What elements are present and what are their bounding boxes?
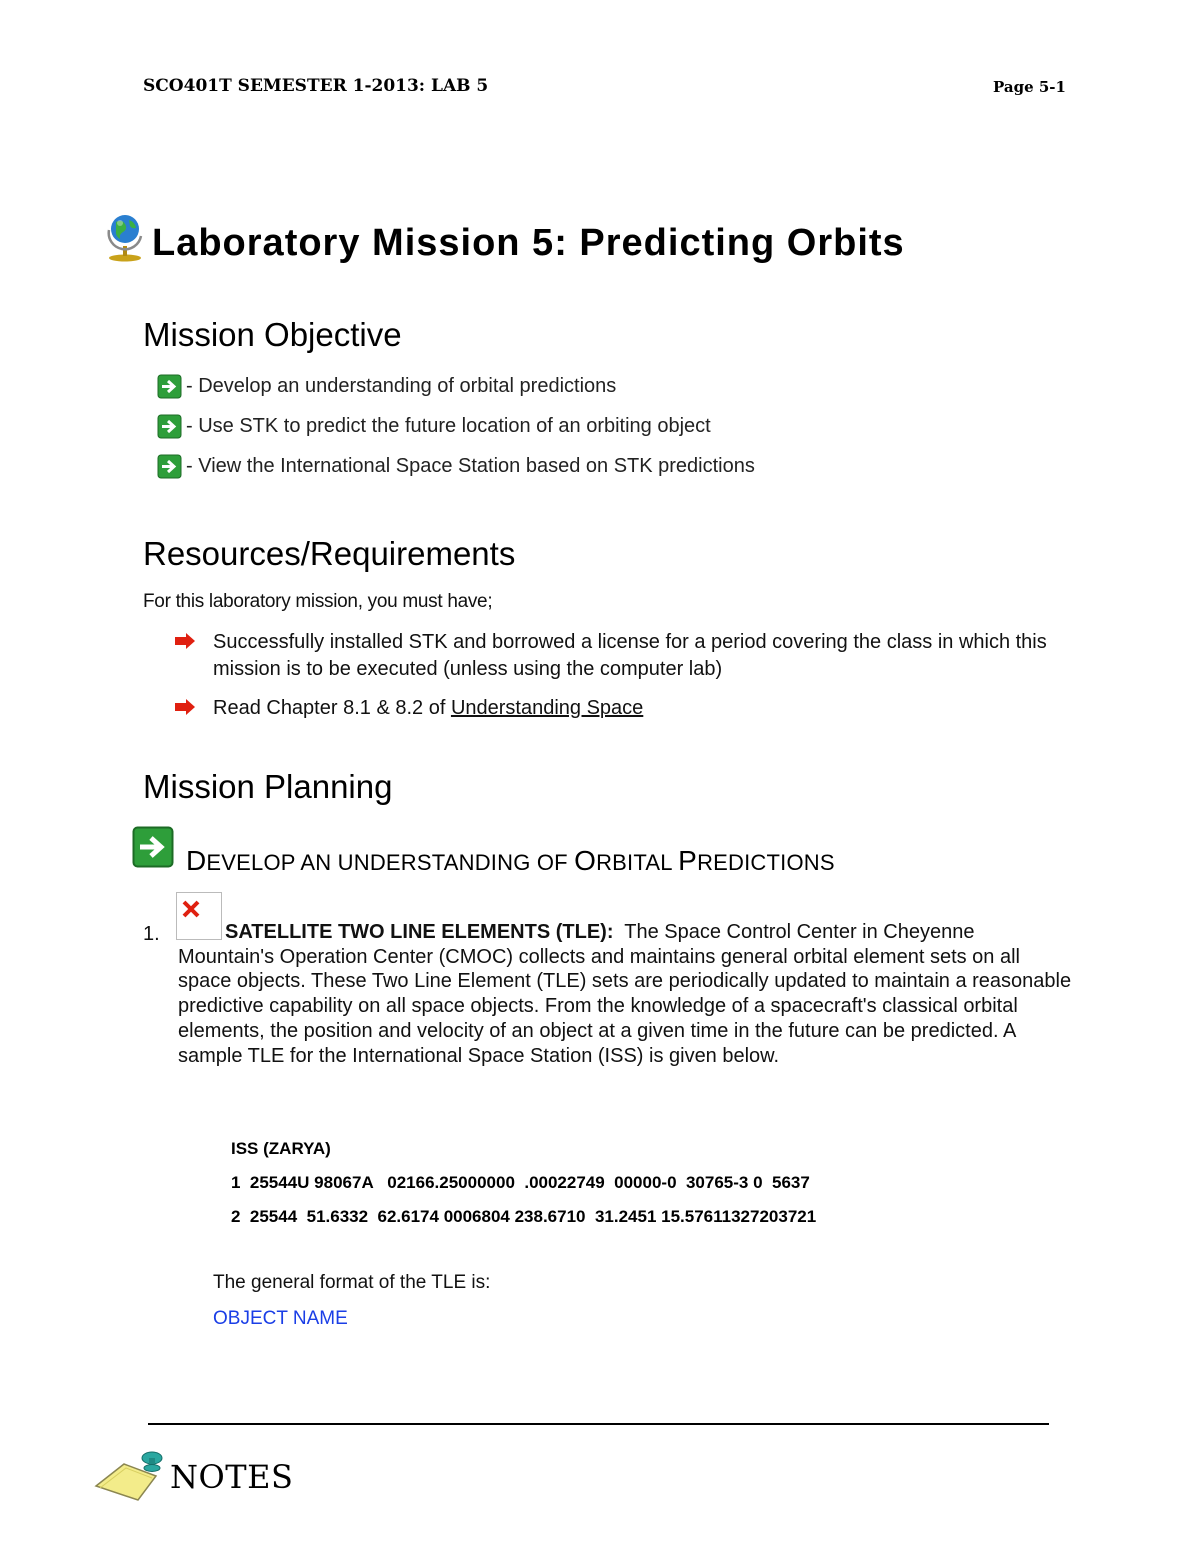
book-title: Understanding Space (450, 697, 644, 719)
green-arrow-icon (157, 414, 182, 439)
red-arrow-icon (174, 633, 196, 649)
red-arrow-icon (174, 699, 196, 715)
page-number: Page 5-1 (993, 78, 1066, 96)
tle-line-1: 1 25544U 98067A 02166.25000000 .00022749 00000-0 30765-3 0 5637 (231, 1173, 810, 1192)
objective-item-text: - View the International Space Station based on STK predictions (186, 454, 755, 477)
objective-heading: Mission Objective (143, 316, 402, 353)
header-left: SCO401T SEMESTER 1-2013: LAB 5 (143, 76, 489, 96)
requirement-text (213, 695, 1074, 722)
format-intro: The general format of the TLE is: (213, 1272, 491, 1293)
requirement-text: Successfully installed STK and borrowed a license for a period covering the class in which this mission is to be executed (unless using the computer lab) (213, 631, 1047, 680)
objective-item-text: - Develop an understanding of orbital predictions (186, 374, 617, 397)
step-number: 1. (143, 923, 160, 945)
green-arrow-icon (157, 454, 182, 479)
planning-heading: Mission Planning (143, 768, 393, 805)
requirement-item (174, 629, 1074, 683)
step-body (178, 920, 1073, 1068)
objective-item (157, 372, 616, 400)
resources-intro: For this laboratory mission, you must have; (143, 591, 493, 612)
green-arrow-icon (157, 374, 182, 399)
broken-image-icon (181, 899, 201, 919)
page-title: Laboratory Mission 5: Predicting Orbits (152, 222, 905, 264)
tle-line-2: 2 25544 51.6332 62.6174 0006804 238.6710 31.2451 15.57611327203721 (231, 1207, 817, 1226)
objective-item (157, 412, 711, 440)
step-text: The Space Control Center in Cheyenne Mountain's Operation Center (CMOC) collects and maintains general orbital element sets on all space objects. These Two Line Element (TLE) sets are periodically updated to maintain a reasonable predictive capability on all space objects. From the knowledge of a spacecraft's classical orbital elements, the position and velocity of an object at a given time in the future can be predicted. A sample TLE for the International Space Station (ISS) is given below. (178, 921, 1072, 1067)
objective-item (157, 452, 755, 480)
resources-heading: Resources/Requirements (143, 535, 516, 572)
step-title: SATELLITE TWO LINE ELEMENTS (TLE): (225, 921, 614, 943)
tle-name: ISS (ZARYA) (231, 1139, 331, 1158)
requirement-prefix: Read Chapter 8.1 & 8.2 of (213, 697, 451, 719)
notepad-pushpin-icon (94, 1446, 174, 1502)
green-arrow-icon (132, 826, 174, 868)
objective-item-text: - Use STK to predict the future location of an orbiting object (186, 414, 711, 437)
object-name-label: OBJECT NAME (213, 1308, 348, 1329)
requirement-item (174, 695, 1074, 722)
globe-icon (103, 210, 147, 262)
notes-label: NOTES (170, 1458, 294, 1496)
subheading-text: DEVELOP AN UNDERSTANDING OF ORBITAL PREDICTIONS (186, 845, 835, 876)
tle-paragraph (143, 920, 1073, 1068)
notes-divider (148, 1423, 1049, 1425)
